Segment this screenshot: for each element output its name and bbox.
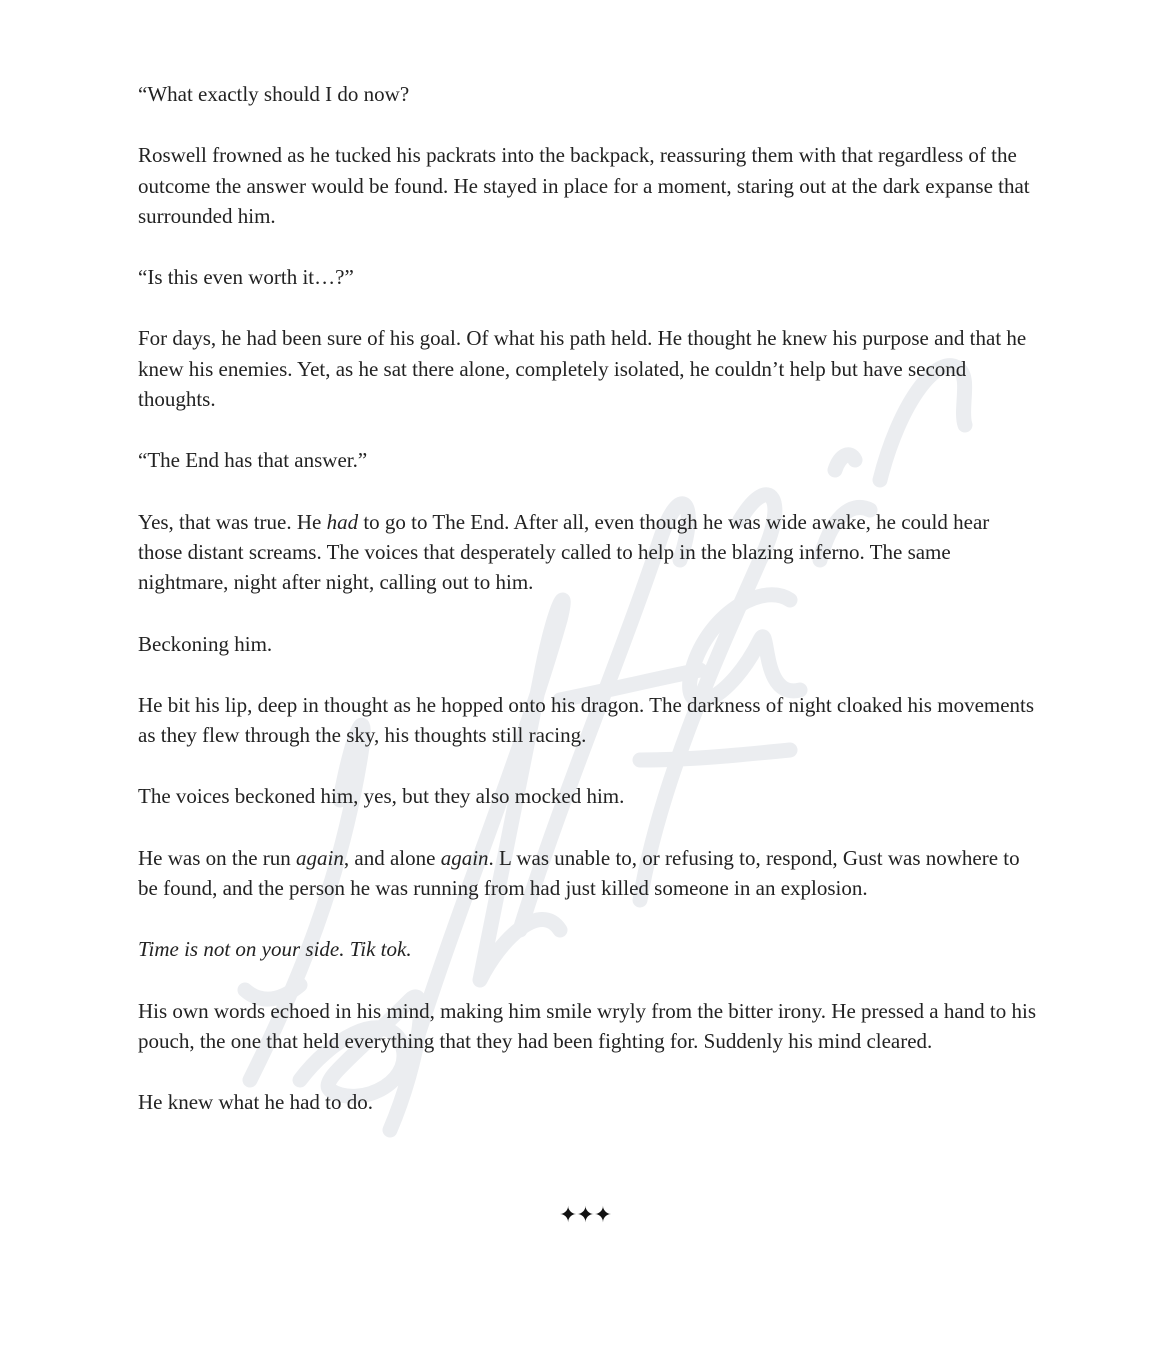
paragraph: “Is this even worth it…?” bbox=[138, 265, 354, 290]
emphasis-text: Time is not on your side. Tik tok. bbox=[138, 937, 412, 962]
paragraph: Beckoning him. bbox=[138, 631, 273, 656]
paragraph-text: , and alone bbox=[343, 845, 441, 870]
emphasis-text: again bbox=[296, 845, 344, 870]
emphasis-text: had bbox=[326, 509, 359, 534]
paragraph: Roswell frowned as he tucked his packrats into the backpack, reassuring them with that regardless of the outcome the answer would be found. He stayed in place for a moment, staring out at the dark expanse that surrounded him. bbox=[138, 143, 1030, 228]
paragraph bbox=[138, 843, 1038, 904]
paragraph-text: Yes, that was true. He bbox=[138, 509, 327, 534]
scene-break-ornament: ✦✦✦ bbox=[558, 1203, 612, 1228]
paragraph: For days, he had been sure of his goal. Of what his path held. He thought he knew his purpose and that he knew his enemies. Yet, as he sat there alone, completely isolated, he couldn’t help but have second thoughts. bbox=[138, 326, 1027, 412]
paragraph-text: to go to The End. After all, even though he was wide awake, he could hear those distant screams. The voices that desperately called to help in the blazing inferno. The same nightmare, night after night, calling out to him. bbox=[138, 509, 990, 595]
paragraph: The voices beckoned him, yes, but they also mocked him. bbox=[138, 784, 625, 809]
paragraph-italic bbox=[138, 934, 1038, 964]
paragraph-text: . L was unable to, or refusing to, respond, Gust was nowhere to be found, and the person he was running from had just killed someone in an explosion. bbox=[138, 845, 1020, 901]
paragraph: He bit his lip, deep in thought as he hopped onto his dragon. The darkness of night cloaked his movements as they flew through the sky, his thoughts still racing. bbox=[138, 692, 1035, 748]
paragraph: His own words echoed in his mind, making him smile wryly from the bitter irony. He pressed a hand to his pouch, the one that held everything that they had been fighting for. Suddenly his mind cleared. bbox=[138, 998, 1036, 1053]
paragraph-text: He was on the run bbox=[138, 845, 297, 870]
paragraph: “The End has that answer.” bbox=[138, 448, 368, 473]
story-text bbox=[138, 79, 1038, 1149]
paragraph: He knew what he had to do. bbox=[138, 1090, 374, 1115]
emphasis-text: again bbox=[440, 845, 489, 870]
paragraph: “What exactly should I do now? bbox=[138, 82, 410, 106]
paragraph bbox=[138, 507, 1038, 598]
